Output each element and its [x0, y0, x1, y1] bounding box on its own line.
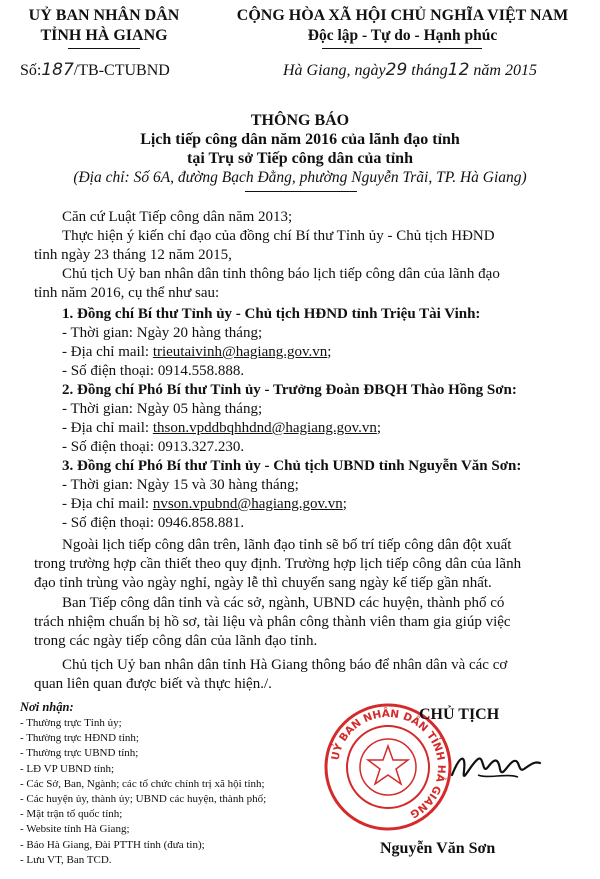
handwritten-signature — [448, 745, 548, 795]
section-3-time: - Thời gian: Ngày 15 và 30 hàng tháng; — [62, 477, 299, 493]
document-number — [20, 60, 170, 80]
agency-province: TỈNH HÀ GIANG — [40, 27, 168, 44]
directive-line2: tỉnh ngày 23 tháng 12 năm 2015, — [34, 247, 232, 263]
closing-line1: Chủ tịch Uỷ ban nhân dân tỉnh Hà Giang thông báo để nhân dân và các cơ — [62, 657, 508, 673]
extra-schedule-line2: trong trường hợp cần thiết theo quy định. Trường hợp lịch tiếp công dân của lãnh — [34, 556, 522, 572]
recipient-item: - Các Sở, Ban, Ngành; các tổ chức chính trị xã hội tỉnh; — [20, 777, 265, 790]
motto-underline — [322, 48, 482, 49]
section-1-mail-link[interactable]: trieutaivinh@hagiang.gov.vn — [152, 344, 328, 360]
extra-schedule-line1: Ngoài lịch tiếp công dân trên, lãnh đạo tỉnh sẽ bố trí tiếp công dân đột xuất — [62, 537, 512, 553]
responsibility-line1: Ban Tiếp công dân tỉnh và các sở, ngành, UBND các huyện, thành phố có — [62, 595, 505, 611]
document-title-line2: tại Trụ sở Tiếp công dân của tỉnh — [187, 150, 413, 167]
section-1-phone: - Số điện thoại: 0914.558.888. — [62, 363, 245, 379]
recipient-item: - Các huyện ủy, thành ủy; UBND các huyện, thành phố; — [20, 793, 267, 805]
section-2-mail-row: - Địa chỉ mail: thson.vpddbqhhdnd@hagiang.gov.vn; — [62, 420, 382, 436]
date-month-handwritten: 12 — [447, 60, 470, 80]
title-underline — [245, 191, 357, 192]
recipient-item: - Website tỉnh Hà Giang; — [20, 823, 130, 836]
republic-name: CỘNG HÒA XÃ HỘI CHỦ NGHĨA VIỆT NAM — [236, 7, 569, 24]
section-2-mail-link[interactable]: thson.vpddbqhhdnd@hagiang.gov.vn — [152, 420, 377, 436]
section-2-mail-label: - Địa chỉ mail: — [62, 420, 153, 436]
agency-underline — [68, 48, 140, 49]
office-address: (Địa chỉ: Số 6A, đường Bạch Đằng, phường Nguyễn Trãi, TP. Hà Giang) — [73, 169, 527, 186]
signer-title: CHỦ TỊCH — [419, 706, 500, 723]
section-3-mail-label: - Địa chỉ mail: — [62, 496, 153, 512]
document-title-line1: Lịch tiếp công dân năm 2016 của lãnh đạo tỉnh — [140, 131, 460, 148]
doc-number-suffix: /TB-CTUBND — [73, 62, 170, 79]
directive-line1: Thực hiện ý kiến chỉ đạo của đồng chí Bí thư Tỉnh ủy - Chủ tịch HĐND — [62, 228, 495, 244]
recipient-item: - Lưu VT, Ban TCD. — [20, 853, 112, 866]
recipient-item: - Thường trực Tỉnh ủy; — [20, 717, 122, 729]
section-1-mail-label: - Địa chỉ mail: — [62, 344, 153, 360]
announcement-line2: tỉnh năm 2016, cụ thể như sau: — [34, 285, 220, 301]
recipient-item: - Thường trực UBND tỉnh; — [20, 747, 139, 760]
announcement-line1: Chủ tịch Uỷ ban nhân dân tỉnh thông báo lịch tiếp công dân của lãnh đạo — [62, 266, 500, 282]
section-1-title: 1. Đồng chí Bí thư Tỉnh ủy - Chủ tịch HĐND tỉnh Triệu Tài Vinh: — [62, 306, 481, 322]
date-part-1: Hà Giang, ngày — [283, 62, 386, 79]
doc-number-handwritten: 187 — [41, 60, 74, 80]
section-2-phone: - Số điện thoại: 0913.327.230. — [62, 439, 245, 455]
section-1-time: - Thời gian: Ngày 20 hàng tháng; — [62, 325, 263, 341]
date-day-handwritten: 29 — [385, 60, 408, 80]
responsibility-line3: trong các ngày tiếp công dân của lãnh đạo tỉnh. — [34, 633, 318, 649]
responsibility-line2: trách nhiệm chuẩn bị hồ sơ, tài liệu và phân công thành viên tham gia giúp việc — [34, 614, 511, 630]
doc-number-prefix: Số: — [20, 62, 42, 79]
recipient-item: - Mặt trận tổ quốc tỉnh; — [20, 808, 123, 821]
section-3-mail-link[interactable]: nvson.vpubnd@hagiang.gov.vn — [152, 496, 343, 512]
section-3-phone: - Số điện thoại: 0946.858.881. — [62, 515, 245, 531]
seal-text: UỶ BAN NHÂN DÂN TỈNH HÀ GIANG — [329, 707, 448, 821]
section-2-time: - Thời gian: Ngày 05 hàng tháng; — [62, 401, 263, 417]
section-1-mail-row: - Địa chỉ mail: trieutaivinh@hagiang.gov.vn; — [62, 344, 332, 360]
recipient-item: - Báo Hà Giang, Đài PTTH tỉnh (đưa tin); — [20, 838, 205, 851]
recipient-item: - LĐ VP UBND tỉnh; — [20, 762, 115, 775]
date-part-2: tháng — [407, 62, 448, 79]
national-motto: Độc lập - Tự do - Hạnh phúc — [307, 27, 498, 44]
issue-date — [283, 60, 537, 80]
recipients-heading: Nơi nhận: — [20, 700, 74, 714]
recipient-item: - Thường trực HĐND tỉnh; — [20, 732, 139, 745]
seal-star — [368, 746, 408, 784]
section-2-title: 2. Đồng chí Phó Bí thư Tỉnh ủy - Trưởng Đoàn ĐBQH Thào Hồng Sơn: — [62, 382, 517, 398]
extra-schedule-line3: đạo tỉnh trùng vào ngày nghỉ, ngày lễ thì chuyển sang ngày kế tiếp gần nhất. — [34, 575, 492, 591]
section-3-mail-row: - Địa chỉ mail: nvson.vpubnd@hagiang.gov.vn; — [62, 496, 347, 512]
date-part-3: năm 2015 — [469, 62, 537, 79]
legal-basis: Căn cứ Luật Tiếp công dân năm 2013; — [62, 209, 293, 225]
agency-name: UỶ BAN NHÂN DÂN — [28, 7, 180, 24]
closing-line2: quan liên quan được biết và thực hiện./. — [34, 676, 272, 692]
signer-name: Nguyễn Văn Sơn — [380, 840, 496, 857]
section-3-title: 3. Đồng chí Phó Bí thư Tỉnh ủy - Chủ tịch UBND tỉnh Nguyễn Văn Sơn: — [62, 458, 522, 474]
document-type: THÔNG BÁO — [250, 112, 350, 129]
